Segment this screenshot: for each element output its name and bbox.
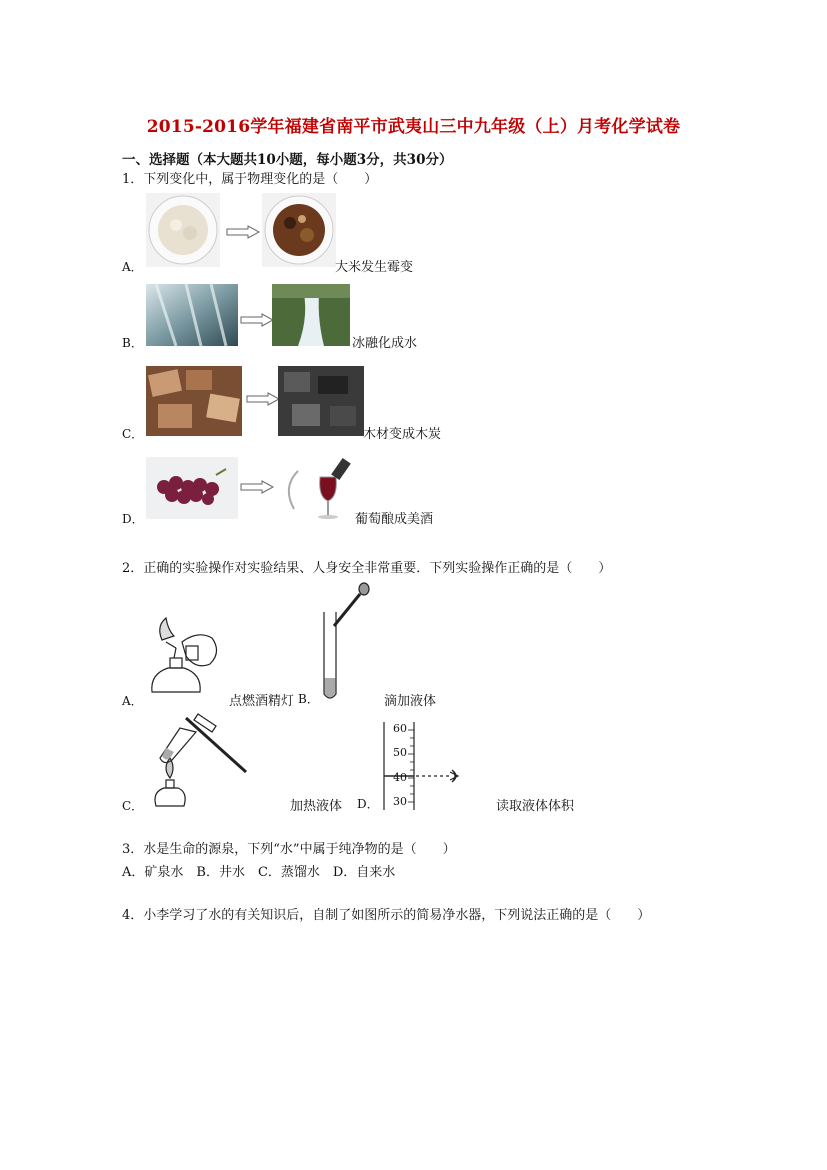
heating-test-tube-drawing [146,708,250,810]
moldy-rice-photo [262,193,336,267]
q1-option-b-caption: 冰融化成水 [352,336,418,351]
q2-option-b-letter: B． [298,692,319,706]
q2-option-c-letter: C． [122,799,144,813]
q1-option-a-caption: 大米发生霉变 [335,260,414,275]
q3-stem: 3．水是生命的源泉，下列“水”中属于纯净物的是（ ） [122,842,456,857]
dropper-test-tube-drawing [318,582,374,706]
q4-stem: 4．小李学习了水的有关知识后，自制了如图所示的简易净水器，下列说法正确的是（ ） [122,908,651,923]
q1-stem: 1．下列变化中，属于物理变化的是（ ） [122,172,378,187]
arrow-icon [246,392,280,406]
cylinder-tick-30: 30 [393,795,407,808]
ice-photo [146,284,238,346]
q2-option-d-caption: 读取液体体积 [496,799,575,814]
waterfall-photo [272,284,350,346]
grapes-photo [146,457,238,519]
charcoal-photo [278,366,364,436]
q2-option-a-caption: 点燃酒精灯 [229,694,295,709]
arrow-icon [226,225,260,239]
cylinder-tick-40: 40 [393,771,407,784]
q2-option-c-caption: 加热液体 [290,799,343,814]
q1-option-c-caption: 木材变成木炭 [363,427,442,442]
q1-option-c-letter: C． [122,427,144,441]
arrow-icon [240,313,274,327]
cylinder-tick-60: 60 [393,722,407,735]
rice-photo [146,193,220,267]
alcohol-lamp-drawing [146,612,226,706]
q2-option-a-letter: A． [122,694,143,708]
q2-stem: 2．正确的实验操作对实验结果、人身安全非常重要．下列实验操作正确的是（ ） [122,561,612,576]
q2-option-d-letter: D． [357,797,379,811]
cylinder-tick-50: 50 [393,746,407,759]
q1-option-a-letter: A． [122,260,143,274]
q1-option-d-caption: 葡萄酿成美酒 [355,512,434,527]
q3-options: A．矿泉水 B．井水 C．蒸馏水 D．自来水 [122,865,396,880]
page-title: 2015-2016学年福建省南平市武夷山三中九年级（上）月考化学试卷 [146,117,681,137]
arrow-icon [240,480,274,494]
wood-photo [146,366,242,436]
wine-glass-photo [276,457,356,523]
q1-option-d-letter: D． [122,512,144,526]
q1-option-b-letter: B． [122,336,143,350]
q2-option-b-caption: 滴加液体 [384,694,437,709]
section-heading: 一、选择题（本大题共10小题，每小题3分，共30分） [122,152,453,168]
